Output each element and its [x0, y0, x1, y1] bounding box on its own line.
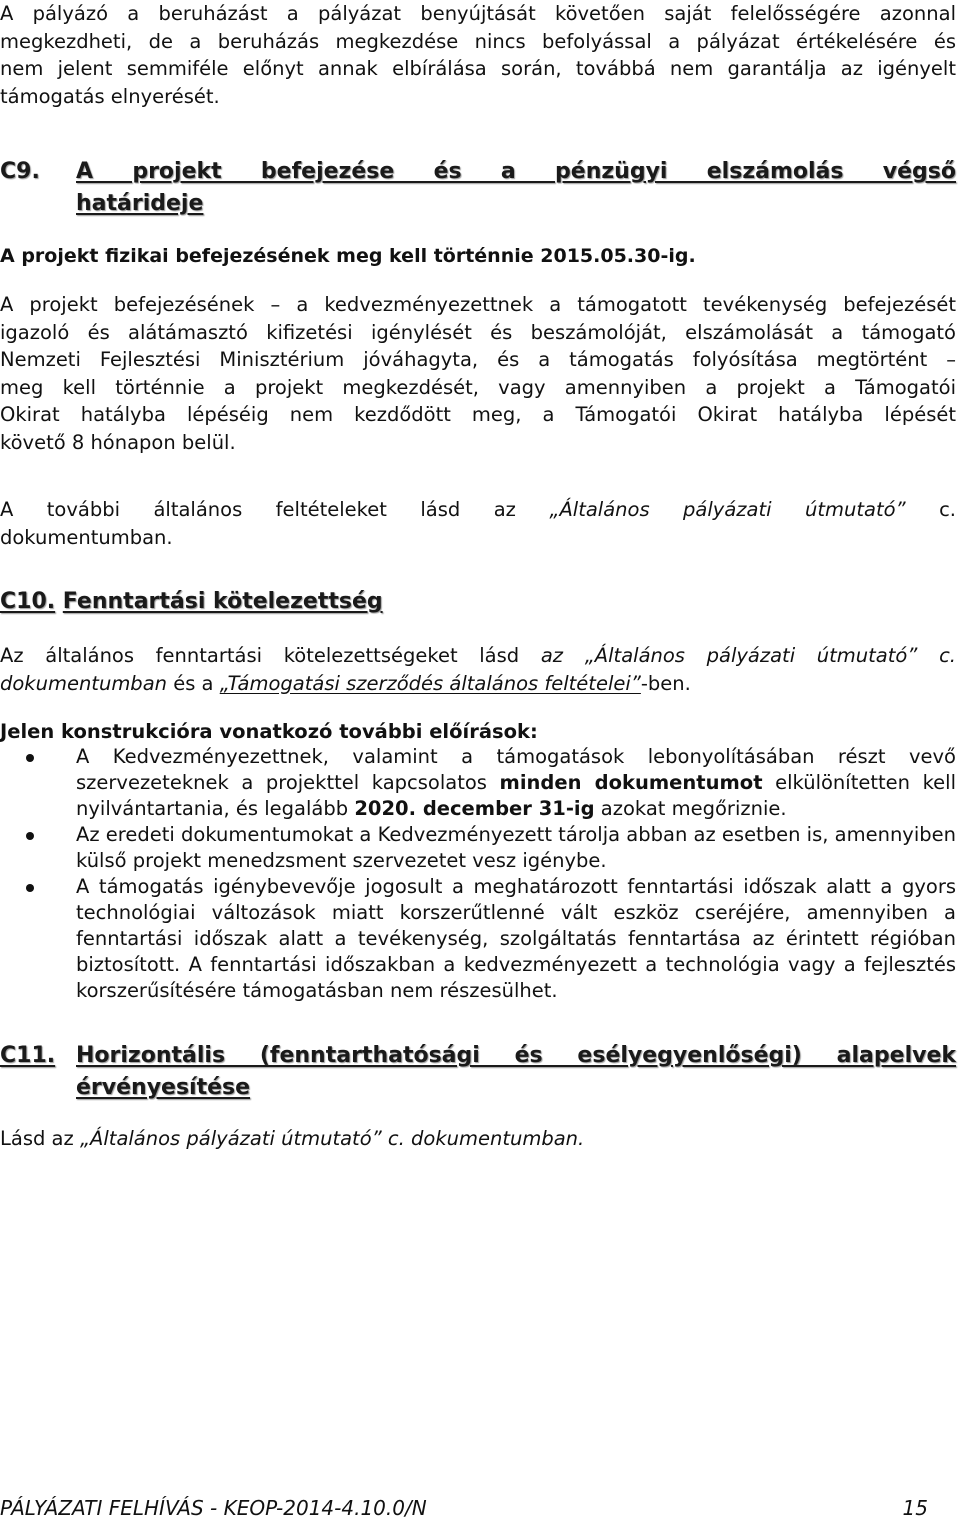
c9-body-line: Nemzeti Fejlesztési Minisztérium jóváhagyta, és a támogatás folyósítása megtörtént –	[0, 348, 956, 371]
intro-line: nem jelent semmiféle előnyt annak elbírálása során, továbbá nem garantálja az igényelt	[0, 57, 956, 80]
intro-line: A pályázó a beruházást a pályázat benyújtását követően saját felelősségére azonnal	[0, 2, 956, 25]
bullet-icon	[26, 884, 34, 892]
c10-general-doc-ref: az „Általános pályázati útmutató” c.	[540, 644, 956, 667]
c11-body-pre: Lásd az	[0, 1127, 80, 1150]
c9-further-pre: A további általános feltételeket lásd az	[0, 498, 516, 521]
c9-further-line1	[0, 496, 956, 524]
section-c10-title: Fenntartási kötelezettség	[62, 589, 383, 614]
c9-body-line: Okirat hatályba lépéséig nem kezdődött meg, a Támogatói Okirat hatályba lépését	[0, 403, 956, 426]
section-c9-title-line2: határideje	[76, 191, 204, 216]
page-footer	[0, 1496, 928, 1520]
section-c9-title-line1: A projekt befejezése és a pénzügyi elszámolás végső	[76, 159, 956, 184]
c9-further-doc-ref: „Általános pályázati útmutató”	[549, 498, 906, 521]
bullet-text: A támogatás igénybevevője jogosult a meghatározott fenntartási időszak alatt a gyors technológiai változások miatt korszerűtlenné vált eszköz cseréjére, amennyiben a fenntartási időszak alatt a tevékenység, szolgáltatás fenntartása az érintett régióban biztosított. A fenntartási időszakban a kedvezményezett a technológia vagy a fejlesztés korszerűsítésére támogatásban nem részesülhet.	[76, 875, 956, 1002]
bullet-icon	[26, 832, 34, 840]
bullet-bold-text: minden dokumentumot	[499, 771, 763, 794]
c9-body-line: igazoló és alátámasztó kifizetési igénylését és beszámolóját, elszámolását a támogató	[0, 320, 956, 344]
c10-general-line2-end: -ben.	[640, 671, 691, 695]
c9-body-line: követő 8 hónapon belül.	[0, 430, 236, 454]
c10-rules-heading: Jelen konstrukcióra vonatkozó további előírások:	[0, 720, 538, 743]
c10-general-line1	[0, 642, 956, 670]
c10-general-line2-italic: dokumentumban	[0, 671, 167, 695]
bullet-text: azokat megőriznie.	[594, 797, 787, 820]
c9-body-line: A projekt befejezésének – a kedvezményezettnek a támogatott tevékenység befejezését	[0, 293, 956, 316]
page-number: 15	[902, 1496, 928, 1520]
section-c9-heading	[0, 156, 956, 220]
bullet-bold-date: 2020. december 31-ig	[354, 797, 595, 820]
section-c11-number: C11.	[0, 1043, 56, 1068]
section-c9-number: C9.	[0, 159, 40, 184]
c10-general-line2-mid: és a	[167, 671, 220, 695]
footer-title: PÁLYÁZATI FELHÍVÁS - KEOP-2014-4.10.0/N	[0, 1496, 427, 1520]
bullet-text: elkülönítetten kell nyilvántartania, és legalább	[76, 771, 956, 820]
c9-further-line2: dokumentumban.	[0, 525, 173, 549]
list-item	[0, 822, 956, 874]
c9-further-paragraph	[0, 496, 956, 551]
c10-general-paragraph	[0, 642, 956, 697]
section-c10-number: C10.	[0, 589, 56, 614]
c11-body-paragraph	[0, 1125, 956, 1153]
section-c11-heading	[0, 1040, 956, 1104]
intro-paragraph	[0, 0, 956, 110]
c9-further-post: c.	[939, 498, 956, 521]
c9-deadline-text: A projekt fizikai befejezésének meg kell történnie 2015.05.30-ig.	[0, 245, 696, 267]
c10-general-line2	[0, 670, 956, 698]
c10-contract-ref: „Támogatási szerződés általános feltételei”	[219, 671, 641, 695]
c9-body-paragraph	[0, 291, 956, 456]
intro-line: támogatás elnyerését.	[0, 84, 220, 108]
c10-general-pre: Az általános fenntartási kötelezettségeket lásd	[0, 644, 520, 667]
list-item	[0, 874, 956, 1004]
c11-doc-ref: „Általános pályázati útmutató” c. dokumentumban.	[79, 1127, 585, 1150]
c9-body-line: meg kell történnie a projekt megkezdését, vagy amennyiben a projekt a Támogatói	[0, 375, 956, 399]
list-item	[0, 744, 956, 822]
bullet-icon	[26, 754, 34, 762]
section-c11-title-line1: Horizontális (fenntarthatósági és esélyegyenlőségi) alapelvek	[76, 1043, 956, 1068]
bullet-text: Az eredeti dokumentumokat a Kedvezményezett tárolja abban az esetben is, amennyiben külső projekt menedzsment szervezetet vesz igénybe.	[76, 823, 956, 872]
section-c11-title-line2: érvényesítése	[76, 1075, 251, 1100]
bullet-text: A Kedvezményezettnek, valamint a támogatások lebonyolításában részt vevő szervezeteknek a projekttel kapcsolatos	[76, 745, 956, 794]
c10-rules-list	[0, 744, 956, 1004]
intro-line: megkezdheti, de a beruházás megkezdése nincs befolyással a pályázat értékelésére és	[0, 29, 956, 53]
section-c10-heading	[0, 586, 383, 618]
